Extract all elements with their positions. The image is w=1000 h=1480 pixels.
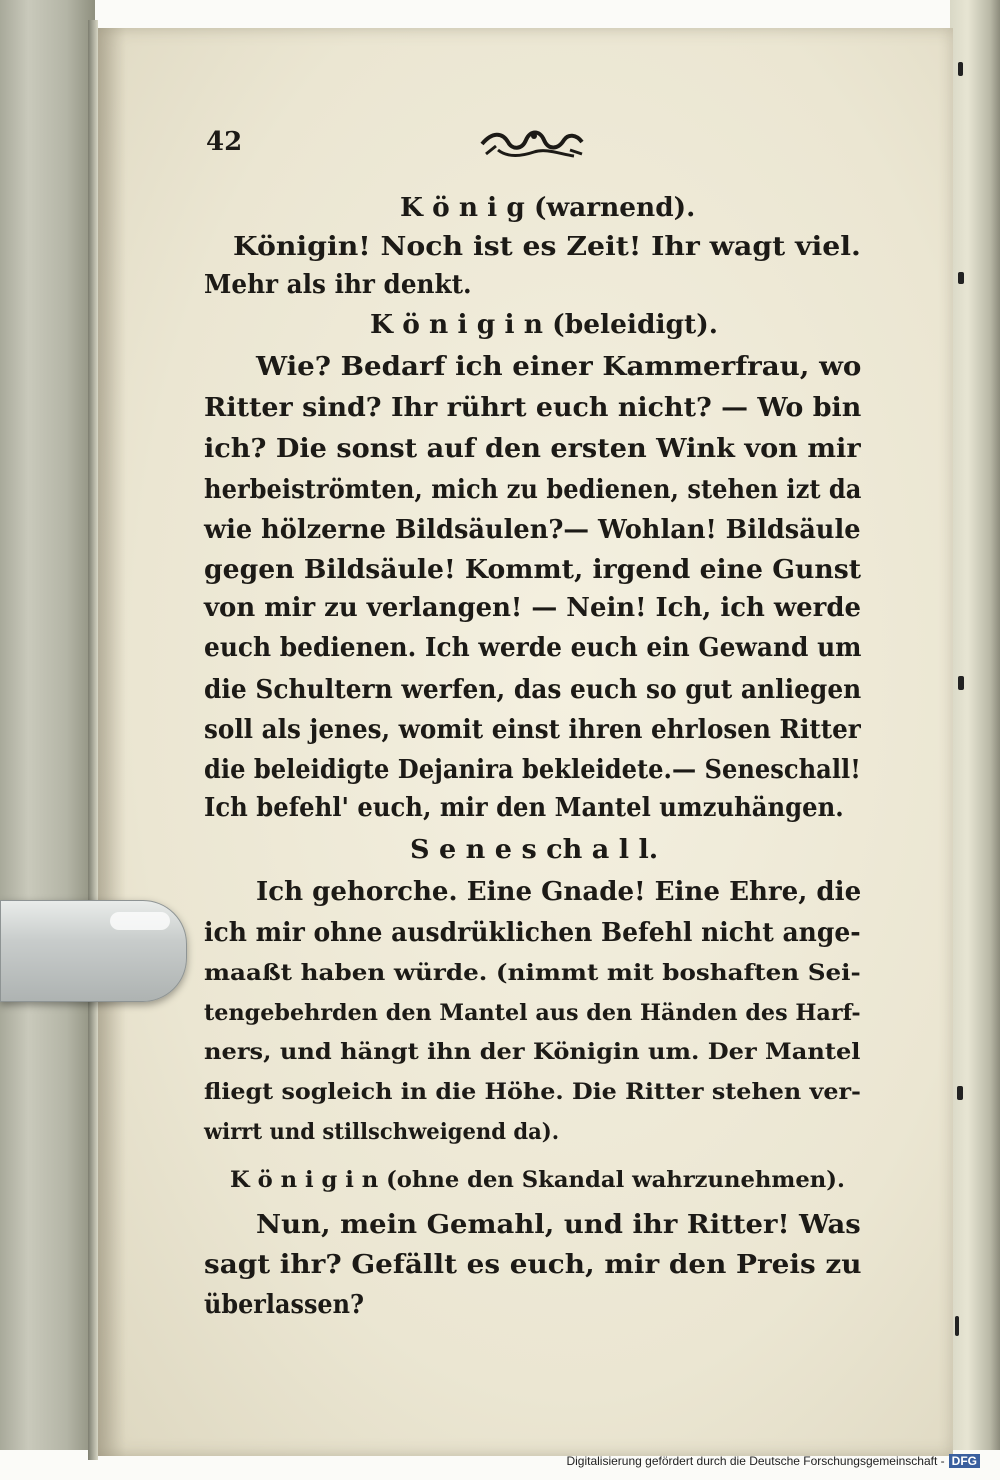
text-line: euch bedienen. Ich werde euch ein Gewand um xyxy=(204,633,862,663)
scan-speck xyxy=(958,62,963,76)
scanner-strip-highlight xyxy=(110,912,170,930)
book-cover-right xyxy=(950,0,1000,1450)
speaker-heading: S e n e s ch a l l. xyxy=(410,835,659,865)
text-line: tengebehrden den Mantel aus den Händen des Harf- xyxy=(204,1000,861,1026)
decorative-vine-ornament-icon xyxy=(478,124,588,160)
speaker-heading: K ö n i g (warnend). xyxy=(400,193,696,223)
text-line: die beleidigte Dejanira bekleidete.— Seneschall! xyxy=(204,755,861,785)
text-line: maaßt haben würde. (nimmt mit boshaften Sei- xyxy=(204,960,861,986)
text-line: Wie? Bedarf ich einer Kammerfrau, wo xyxy=(256,352,862,382)
text-line: fliegt sogleich in die Höhe. Die Ritter stehen ver- xyxy=(204,1079,861,1105)
book-cover-left xyxy=(0,0,95,1450)
text-line: wirrt und stillschweigend da). xyxy=(204,1119,560,1145)
page-number: 42 xyxy=(206,127,243,157)
text-line: ich mir ohne ausdrüklichen Befehl nicht ange- xyxy=(204,918,861,948)
dfg-logo: DFG xyxy=(949,1454,980,1468)
text-line: wie hölzerne Bildsäulen?— Wohlan! Bildsäule xyxy=(204,515,861,545)
text-line: Ich gehorche. Eine Gnade! Eine Ehre, die xyxy=(256,877,862,907)
text-line: überlassen? xyxy=(204,1290,365,1320)
scan-speck xyxy=(957,1086,963,1100)
text-line: Mehr als ihr denkt. xyxy=(204,270,472,300)
text-line: Königin! Noch ist es Zeit! Ihr wagt viel. xyxy=(233,232,861,262)
text-line: ners, und hängt ihn der Königin um. Der Mantel xyxy=(204,1039,861,1065)
text-line: Nun, mein Gemahl, und ihr Ritter! Was xyxy=(256,1210,861,1240)
text-line: die Schultern werfen, das euch so gut anliegen xyxy=(204,675,862,705)
text-line: ich? Die sonst auf den ersten Wink von mir xyxy=(204,434,861,464)
page-gutter-shadow xyxy=(98,28,126,1456)
book-spine-edge xyxy=(88,20,98,1460)
speaker-heading: K ö n i g i n (ohne den Skandal wahrzunehmen). xyxy=(230,1167,845,1193)
scan-speck xyxy=(958,676,964,690)
scan-speck xyxy=(955,1316,959,1336)
digitization-footer xyxy=(566,1454,980,1468)
text-line: Ich befehl' euch, mir den Mantel umzuhängen. xyxy=(204,793,844,823)
footer-credit: Digitalisierung gefördert durch die Deutsche Forschungsgemeinschaft - xyxy=(566,1454,945,1468)
text-line: gegen Bildsäule! Kommt, irgend eine Gunst xyxy=(204,555,862,585)
speaker-heading: K ö n i g i n (beleidigt). xyxy=(370,310,718,340)
text-line: von mir zu verlangen! — Nein! Ich, ich werde xyxy=(204,593,861,623)
text-line: Ritter sind? Ihr rührt euch nicht? — Wo bin xyxy=(204,393,862,423)
text-line: soll als jenes, womit einst ihren ehrlosen Ritter xyxy=(204,715,861,745)
scan-speck xyxy=(958,272,964,284)
text-line: herbeiströmten, mich zu bedienen, stehen izt da xyxy=(204,475,862,505)
text-line: sagt ihr? Gefällt es euch, mir den Preis zu xyxy=(204,1250,862,1280)
